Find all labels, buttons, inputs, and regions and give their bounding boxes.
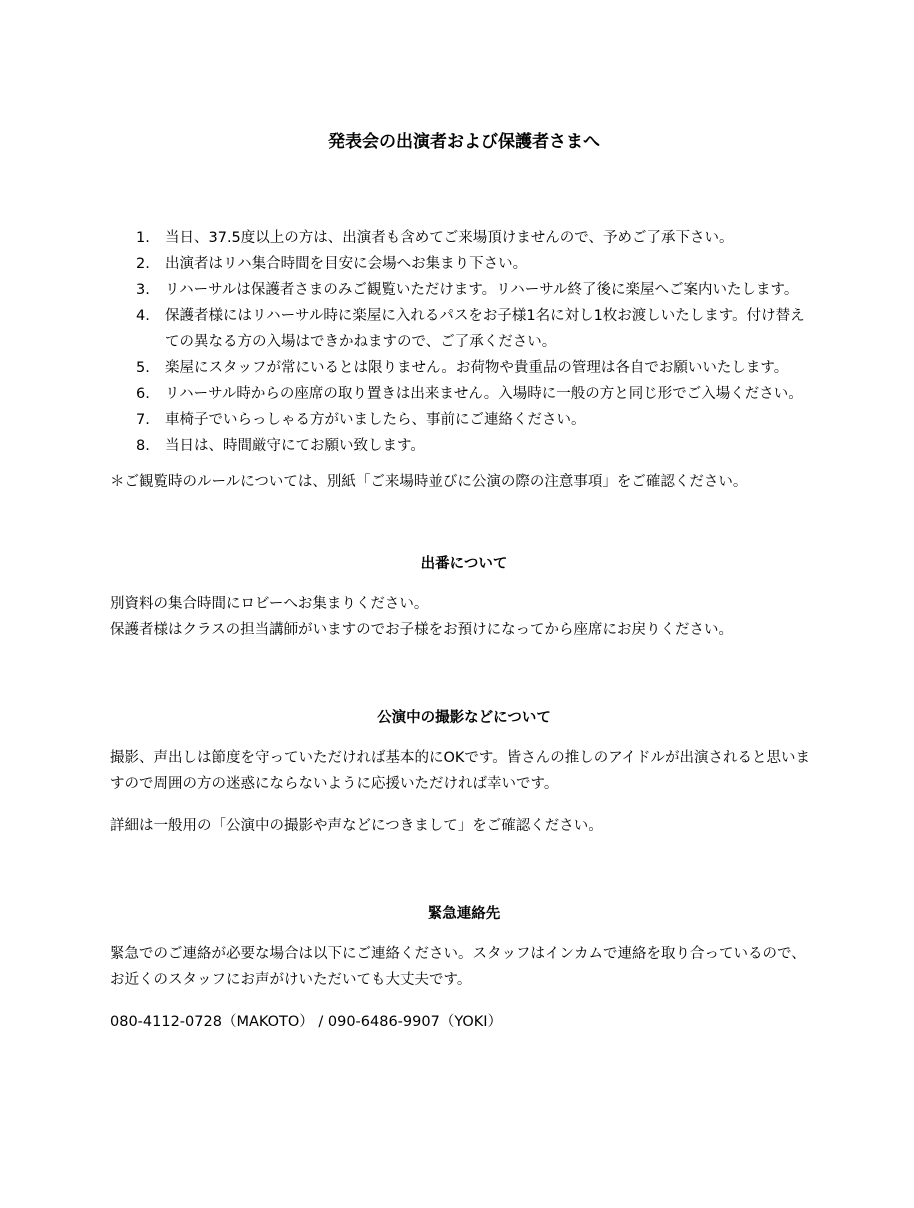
- list-item: [110, 355, 818, 381]
- list-item: [110, 225, 818, 251]
- list-text: 車椅子でいらっしゃる方がいましたら、事前にご連絡ください。: [165, 412, 586, 428]
- rules-list: [110, 225, 818, 459]
- viewing-rules-note: ＊ご観覧時のルールについては、別紙「ご来場時並びに公演の際の注意事項」をご確認ください。: [110, 474, 748, 490]
- page-title: 発表会の出演者および保護者さまへ: [328, 132, 600, 152]
- list-number: 4.: [136, 308, 150, 324]
- list-item: [110, 407, 818, 433]
- list-number: 8.: [136, 438, 150, 454]
- list-text: 出演者はリハ集合時間を目安に会場へお集まり下さい。: [165, 256, 528, 272]
- photography-paragraph-2: 詳細は一般用の「公演中の撮影や声などにつきまして」をご確認ください。: [110, 818, 603, 834]
- order-line-1: 別資料の集合時間にロビーへお集まりください。: [110, 596, 429, 612]
- list-number: 5.: [136, 360, 150, 376]
- list-item: [110, 251, 818, 277]
- section-heading-photography: 公演中の撮影などについて: [377, 710, 551, 726]
- section-heading-order: 出番について: [420, 556, 508, 572]
- list-text: 当日は、時間厳守にてお願い致します。: [165, 438, 425, 454]
- section-heading-emergency: 緊急連絡先: [427, 906, 501, 922]
- list-item: [110, 303, 818, 355]
- list-number: 1.: [136, 230, 150, 246]
- list-number: 3.: [136, 282, 150, 298]
- list-text: リハーサルは保護者さまのみご観覧いただけます。リハーサル終了後に楽屋へご案内いたします。: [165, 282, 799, 298]
- list-text: リハーサル時からの座席の取り置きは出来ません。入場時に一般の方と同じ形でご入場ください。: [165, 386, 803, 402]
- order-line-2: 保護者様はクラスの担当講師がいますのでお子様をお預けになってから座席にお戻りください。: [110, 622, 734, 638]
- list-text: 当日、37.5度以上の方は、出演者も含めてご来場頂けませんので、予めご了承下さい。: [165, 230, 734, 246]
- photography-paragraph-1: 撮影、声出しは節度を守っていただければ基本的にOKです。皆さんの推しのアイドルが出演されると思いますので周囲の方の迷惑にならないように応援いただければ幸いです。: [110, 750, 810, 792]
- emergency-contacts: 080-4112-0728（MAKOTO） / 090-6486-9907（YOKI）: [110, 1014, 503, 1030]
- list-item: [110, 433, 818, 459]
- list-item: [110, 381, 818, 407]
- list-text: 楽屋にスタッフが常にいるとは限りません。お荷物や貴重品の管理は各自でお願いいたします。: [165, 360, 789, 376]
- list-item: [110, 277, 818, 303]
- list-number: 2.: [136, 256, 150, 272]
- list-number: 7.: [136, 412, 150, 428]
- list-text: 保護者様にはリハーサル時に楽屋に入れるパスをお子様1名に対し1枚お渡しいたします。付け替えての異なる方の入場はできかねますので、ご了承ください。: [165, 308, 805, 350]
- emergency-paragraph: 緊急でのご連絡が必要な場合は以下にご連絡ください。スタッフはインカムで連絡を取り合っているので、お近くのスタッフにお声がけいただいても大丈夫です。: [110, 946, 806, 988]
- list-number: 6.: [136, 386, 150, 402]
